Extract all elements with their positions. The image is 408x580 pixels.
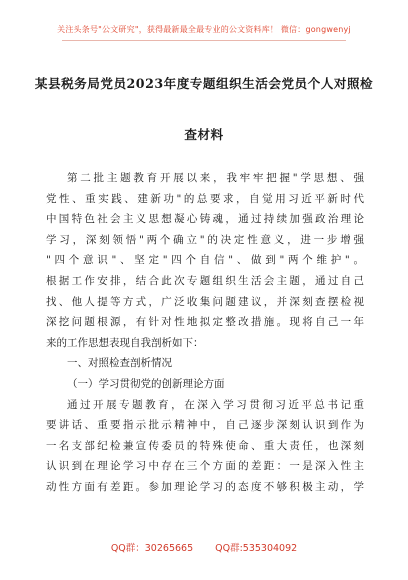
text-line: 动性方面有差距。参加理论学习的态度不够积极主动，学 (46, 480, 364, 493)
section-heading: 一、对照检查剖析情况 (67, 357, 172, 370)
text-line: 深挖问题根源，有针对性地拟定整改措施。现将自己一年 (46, 316, 364, 329)
text-line: 根据工作安排，结合此次专题组织生活会主题，通过自己 (46, 274, 364, 287)
text-line: 要讲话、重要指示批示精神中，自己逐步深刻认识到作为 (46, 419, 364, 432)
footer (0, 540, 408, 554)
header-note: 关注头条号"公文研究"，获得最新最全最专业的公文资料库！ 微信：gongwenyj (57, 25, 351, 34)
footer-qq-group-1: QQ群：30265665 (110, 543, 194, 554)
content-paragraph (46, 395, 364, 498)
intro-paragraph (46, 168, 364, 353)
subsection-heading: （一）学习贯彻党的创新理论方面 (67, 377, 225, 390)
text-line: 中国特色社会主义思想凝心铸魂，通过持续加强政治理论 (46, 213, 364, 226)
text-line: 第二批主题教育开展以来，我牢牢把握"学思想、强 (67, 172, 364, 184)
text-line: 党性、重实践、建新功"的总要求，自觉用习近平新时代 (46, 192, 364, 205)
text-line: 找、他人提等方式，广泛收集问题建议，并深刻查摆检视 (46, 295, 364, 308)
document-title-line-1: 某县税务局党员2023年度专题组织生活会党员个人对照检 (34, 76, 374, 91)
text-line: "四个意识"、坚定"四个自信"、做到"两个维护"。 (46, 254, 364, 267)
header-divider (62, 40, 346, 41)
footer-qq-group-2: QQ群:535304092 (215, 543, 298, 554)
text-line: 认识到在理论学习中存在三个方面的差距：一是深入性主 (46, 460, 364, 473)
document-body (46, 168, 364, 498)
text-line: 通过开展专题教育，在深入学习贯彻习近平总书记重 (67, 398, 364, 411)
document-title-line-2: 查材料 (184, 127, 224, 142)
text-line: 学习，深刻领悟"两个确立"的决定性意义，进一步增强 (46, 233, 364, 246)
text-line: 一名支部纪检兼宣传委员的特殊使命、重大责任，也深刻 (46, 439, 364, 452)
text-line: 来的工作思想表现自我剖析如下： (46, 336, 204, 349)
